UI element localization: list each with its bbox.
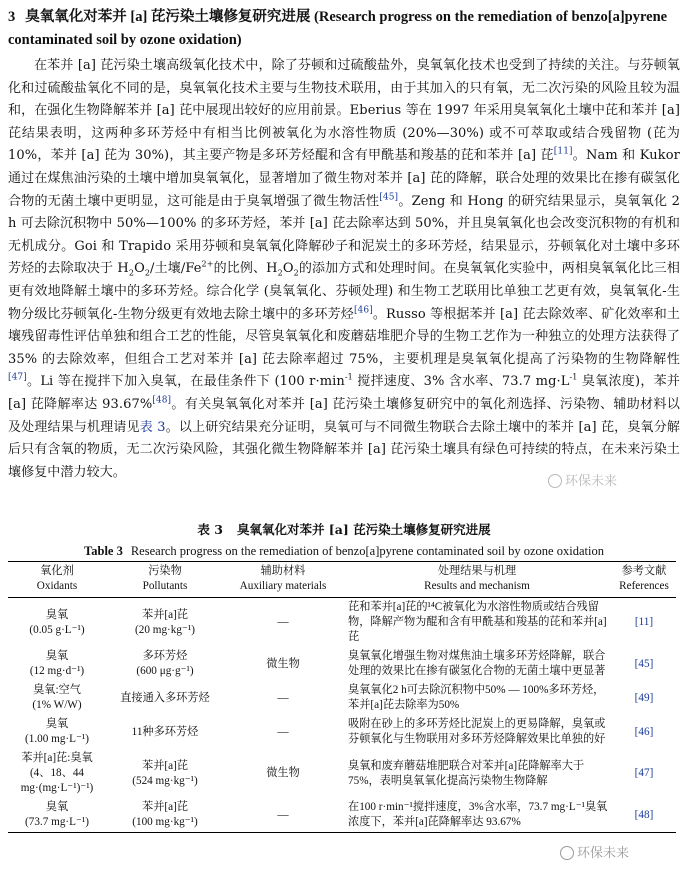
citation-11[interactable]: [11] (553, 147, 573, 158)
table-header-row (8, 562, 676, 598)
watermark: 环保未来 (548, 470, 617, 489)
text-run: 。Zeng 和 Hong 的研究结果显示，臭氧氧化 2 h 可去除沉积物中 50%—100% 的多环芳烃，苯并 [a] 芘去除率达到 50%，并且臭氧氧化也会改变沉积物的有机和无机成分。Goi 和 Trapido 采用芬顿和臭氧氧化降解砂子和泥炭土的多环芳烃，结果显示，芬顿氧化对土壤中多环芳烃的去除取决于 H (8, 193, 681, 277)
text-run: /土壤/Fe (150, 261, 202, 277)
oxidant-cell: 臭氧:空气 (1% W/W) (32, 684, 82, 712)
auxiliary-cell: 微生物 (266, 767, 300, 780)
table-3-link[interactable]: 表 3 (139, 419, 166, 435)
watermark: 环保未来 (560, 842, 629, 861)
results-table (8, 561, 676, 833)
header-pollutants: 污染物 Pollutants (106, 562, 224, 598)
auxiliary-cell: 微生物 (266, 657, 300, 670)
header-results: 处理结果与机理 Results and mechanism (342, 562, 612, 598)
section-title-zh: 臭氧氧化对苯并 [a] 芘污染土壤修复研究进展 (25, 9, 311, 25)
superscript: -1 (569, 372, 578, 382)
reference-cell[interactable]: [47] (634, 767, 654, 780)
result-cell: 芘和苯并[a]芘的¹⁴C被氧化为水溶性物质或结合残留物，降解产物为醌和含有甲酰基和羧基的芘和苯并[a]芘 (348, 601, 607, 644)
oxidant-cell: 苯并[a]芘:臭氧 (4、18、44 mg·(mg·L⁻¹)⁻¹) (20, 752, 94, 795)
pollutant-cell: 苯并[a]芘 (524 mg·kg⁻¹) (132, 759, 198, 787)
pollutant-cell: 11种多环芳烃 (131, 725, 199, 738)
citation-45[interactable]: [45] (379, 192, 399, 203)
subscript: 2 (128, 268, 135, 278)
result-cell: 臭氧和废弃蘑菇堆肥联合对苯并[a]芘降解率大于75%，表明臭氧氧化提高污染物生物降解 (348, 759, 585, 787)
reference-cell[interactable]: [48] (634, 808, 654, 821)
citation-46[interactable]: [46] (353, 305, 373, 316)
result-cell: 吸附在砂上的多环芳烃比泥炭上的更易降解，臭氧或芬顿氧化与生物联用对多环芳烃降解效果比单独的好 (348, 718, 606, 746)
pollutant-cell: 多环芳烃 (600 μg·g⁻¹) (136, 650, 194, 678)
result-cell: 在100 r·min⁻¹搅拌速度，3%含水率，73.7 mg·L⁻¹臭氧浓度下，苯并[a]芘降解率达 93.67% (348, 801, 608, 829)
superscript: -1 (344, 372, 353, 382)
paper-page (8, 6, 680, 833)
header-auxiliary-materials: 辅助材料 Auxiliary materials (224, 562, 342, 598)
pollutant-cell: 苯并[a]芘 (20 mg·kg⁻¹) (135, 608, 195, 636)
table-row (8, 798, 676, 833)
reference-cell[interactable]: [45] (634, 657, 654, 670)
text-run: 的比例、H (213, 261, 278, 277)
result-cell: 臭氧氧化2 h可去除沉积物中50% — 100%多环芳烃，苯并[a]芘去除率为50% (348, 684, 605, 712)
auxiliary-cell: — (277, 725, 289, 738)
header-oxidants: 氧化剂 Oxidants (8, 562, 106, 598)
table-row (8, 647, 676, 681)
oxidant-cell: 臭氧 (0.05 g·L⁻¹) (29, 608, 85, 636)
reference-cell[interactable]: [49] (634, 691, 654, 704)
auxiliary-cell: — (277, 691, 289, 704)
result-cell: 臭氧氧化增强生物对煤焦油土壤多环芳烃降解，联合处理的效果比在掺有碳氢化合物的无菌土壤中更显著 (348, 650, 606, 678)
table-row (8, 715, 676, 749)
text-run: 搅拌速度、3% 含水率、73.7 mg·L (352, 374, 570, 390)
text-run: 的添加方式和处理时间。在臭氧氧化实验中，两相臭氧氧化比三相更有效地降解土壤中的多环芳烃。综合化学 (臭氧氧化、芬顿处理) 和生物工艺联用比单独工艺更有效，臭氧氧化-生物分级比芬顿氧化-生物分级更有效地去除土壤中的多环芳烃 (8, 261, 680, 322)
section-title-en: (Research progress on the remediation of benzo[a]pyrene contaminated soil by ozone oxidation) (8, 9, 668, 48)
auxiliary-cell: — (277, 616, 289, 629)
text-run: 。Russo 等根据苯并 [a] 芘去除效率、矿化效率和土壤残留毒性评估单独和组合工艺的性能，尽管臭氧氧化和废蘑菇堆肥介导的生物工艺作为一种独立的处理方法获得了 35% 的去除效率，但组合工艺对苯并 [a] 芘去除率超过 75%，主要机理是臭氧氧化提高了污染物的生物降解性 (8, 306, 680, 367)
reference-cell[interactable]: [11] (634, 616, 654, 629)
superscript: 2+ (201, 260, 214, 270)
subscript: 2 (293, 268, 299, 278)
citation-48[interactable]: [48] (152, 395, 172, 406)
auxiliary-cell: — (277, 808, 289, 821)
table-title-zh: 臭氧氧化对苯并 [a] 芘污染土壤修复研究进展 (236, 522, 491, 538)
oxidant-cell: 臭氧 (1.00 mg·L⁻¹) (25, 718, 89, 746)
table-row (8, 749, 676, 798)
section-number: 3 (8, 9, 16, 25)
table-title-en: Research progress on the remediation of benzo[a]pyrene contaminated soil by ozone oxidation (130, 544, 604, 559)
table-caption-zh (8, 520, 680, 538)
text-run: 。有关臭氧氧化对苯并 [a] 芘污染土壤修复研究中的氧化剂选择、污染物、辅助材料以及处理结果与机理请见 (8, 396, 680, 435)
table-label-en: Table 3 (84, 544, 123, 559)
text-run: 。Li 等在搅拌下加入臭氧，在最佳条件下 (100 r·min (26, 374, 345, 390)
section-heading (8, 6, 680, 52)
body-paragraph (8, 55, 680, 484)
wechat-icon (548, 474, 562, 488)
citation-47[interactable]: [47] (8, 372, 27, 383)
reference-cell[interactable]: [46] (634, 725, 654, 738)
text-run: 臭氧浓度)，苯并 [a] 芘降解率达 93.67% (8, 374, 680, 412)
subscript: 2 (144, 268, 151, 278)
header-references: 参考文献 References (612, 562, 676, 598)
text-run: 在苯并 [a] 芘污染土壤高级氧化技术中，除了芬顿和过硫酸盐外，臭氧氧化技术也受到了持续的关注。与芬顿氧化和过硫酸盐氧化不同的是，臭氧氧化技术主要与生物技术联用，由于其加入的只有氧，无二次污染的风险且较为温和，在强化生物降解苯并 [a] 芘中展现出较好的应用前景。Eberius 等在 1997 年采用臭氧氧化土壤中芘和苯并 [a] 芘结果表明，这两种多环芳烃中有相当比例被氧化为水溶性物质 (20%—30%) 或不可萃取或结合残留物 (芘为 10%，苯并 [a] 芘为 30%)，其主要产物是多环芳烃醌和含有甲酰基和羧基的芘和苯并 [a] 芘 (8, 58, 680, 164)
pollutant-cell: 苯并[a]芘 (100 mg·kg⁻¹) (132, 801, 198, 829)
oxidant-cell: 臭氧 (73.7 mg·L⁻¹) (25, 801, 89, 829)
text-run: O (282, 261, 294, 277)
oxidant-cell: 臭氧 (12 mg·d⁻¹) (29, 650, 85, 678)
table-row (8, 681, 676, 715)
text-run: O (134, 261, 145, 277)
table-caption-en (8, 544, 680, 559)
table-label-zh: 表 3 (197, 522, 223, 538)
text-run: 。Nam 和 Kukor 通过在煤焦油污染的土壤中增加臭氧氧化，显著增加了微生物对苯并 [a] 芘的降解，联合处理的效果比在掺有碳氢化合物的无菌土壤中更明显，这可能是由于臭氧增强了微生物活性 (8, 148, 680, 209)
text-run: 。以上研究结果充分证明，臭氧可与不同微生物联合去除土壤中的苯并 [a] 芘，臭氧分解后只有含氧的物质，无二次污染风险，其强化微生物降解苯并 [a] 芘污染土壤具有绿色可持续的特点，在未来污染土壤修复中潜力较大。 (8, 419, 680, 480)
pollutant-cell: 直接通入多环芳烃 (120, 691, 210, 704)
wechat-icon (560, 846, 574, 860)
table-row (8, 598, 676, 648)
subscript: 2 (277, 268, 283, 278)
